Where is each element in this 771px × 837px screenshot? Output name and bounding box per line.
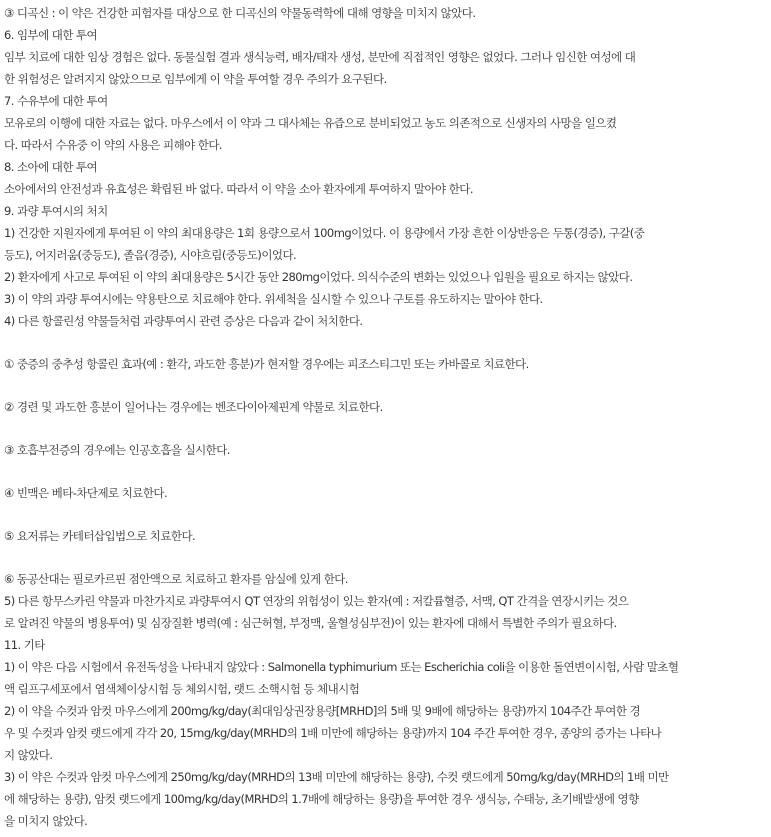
- text-line: 1) 건강한 지원자에게 투여된 이 약의 최대용량은 1회 용량으로서 100mg이었다. 이 용량에서 가장 흔한 이상반응은 두통(경증), 구갈(중: [4, 226, 645, 240]
- text-line: 액 림프구세포에서 염색체이상시험 등 체외시험, 랫드 소핵시험 등 체내시험: [4, 682, 360, 696]
- blank-line: [4, 461, 767, 482]
- text-line: 11. 기타: [4, 638, 45, 652]
- text-line: ⑥ 동공산대는 필로카르핀 점안액으로 치료하고 환자를 암실에 있게 한다.: [4, 572, 348, 586]
- text-line: ① 중증의 중추성 항콜린 효과(예 : 환각, 과도한 흥분)가 현저할 경우에는 피조스티그민 또는 카바콜로 치료한다.: [4, 357, 529, 371]
- text-line: ③ 디곡신 : 이 약은 건강한 피험자를 대상으로 한 디곡신의 약물동력학에 대해 영향을 미치지 않았다.: [4, 6, 476, 20]
- text-line: 로 알려진 약물의 병용투여) 및 심장질환 병력(예 : 심근허혈, 부정맥, 울혈성심부전)이 있는 환자에 대해서 특별한 주의가 필요하다.: [4, 616, 617, 630]
- text-line: 3) 이 약의 과량 투여시에는 약용탄으로 치료해야 한다. 위세척을 실시할 수 있으나 구토를 유도하지는 말아야 한다.: [4, 292, 543, 306]
- text-line: ④ 빈맥은 베타-차단제로 치료한다.: [4, 486, 168, 500]
- text-line: 3) 이 약은 수컷과 암컷 마우스에게 250mg/kg/day(MRHD의 13배 미만에 해당하는 용량), 수컷 랫드에게 50mg/kg/day(MRHD의 1배 미만: [4, 770, 669, 784]
- text-line: 7. 수유부에 대한 투여: [4, 94, 108, 108]
- text-line: 지 않았다.: [4, 748, 53, 762]
- blank-line: [4, 375, 767, 396]
- text-line: ② 경련 및 과도한 흥분이 일어나는 경우에는 벤조다이아제핀계 약물로 치료한다.: [4, 400, 383, 414]
- text-line: 임부 치료에 대한 임상 경험은 없다. 동물실험 결과 생식능력, 배자/태자 생성, 분만에 직접적인 영향은 없었다. 그러나 임신한 여성에 대: [4, 50, 636, 64]
- text-line: 모유로의 이행에 대한 자료는 없다. 마우스에서 이 약과 그 대사체는 유즙으로 분비되었고 농도 의존적으로 신생자의 사망을 일으켰: [4, 116, 617, 130]
- text-line: 을 미치지 않았다.: [4, 814, 88, 828]
- text-line: 에 해당하는 용량), 암컷 랫드에게 100mg/kg/day(MRHD의 1.7배에 해당하는 용량)을 투여한 경우 생식능, 수태능, 초기배발생에 영향: [4, 792, 639, 806]
- blank-line: [4, 332, 767, 353]
- text-line: 6. 임부에 대한 투여: [4, 28, 98, 42]
- text-line: 4) 다른 항콜린성 약물들처럼 과량투여시 관련 증상은 다음과 같이 처치한다.: [4, 314, 363, 328]
- text-line: 1) 이 약은 다음 시험에서 유전독성을 나타내지 않았다 : Salmonella typhimurium 또는 Escherichia coli을 이용한 돌연변이시험, 사람 말초혈: [4, 660, 679, 674]
- text-line: 우 및 수컷과 암컷 랫드에게 각각 20, 15mg/kg/day(MRHD의 1배 미만에 해당하는 용량)까지 104 주간 투여한 경우, 종양의 증가는 나타나: [4, 726, 662, 740]
- blank-line: [4, 504, 767, 525]
- text-line: 2) 이 약을 수컷과 암컷 마우스에게 200mg/kg/day(최대임상권장용량[MRHD]의 5배 및 9배에 해당하는 용량)까지 104주간 투여한 경: [4, 704, 641, 718]
- text-line: ③ 호흡부전증의 경우에는 인공호흡을 실시한다.: [4, 443, 230, 457]
- blank-line: [4, 547, 767, 568]
- text-line: 5) 다른 항무스카린 약물과 마찬가지로 과량투여시 QT 연장의 위험성이 있는 환자(예 : 저칼륨혈증, 서맥, QT 간격을 연장시키는 것으: [4, 594, 629, 608]
- text-line: 한 위험성은 알려지지 않았으므로 임부에게 이 약을 투여할 경우 주의가 요구된다.: [4, 72, 387, 86]
- text-line: 8. 소아에 대한 투여: [4, 160, 98, 174]
- blank-line: [4, 418, 767, 439]
- text-line: 다. 따라서 수유중 이 약의 사용은 피해야 한다.: [4, 138, 223, 152]
- text-line: ⑤ 요저류는 카테터삽입법으로 치료한다.: [4, 529, 196, 543]
- text-line: 9. 과량 투여시의 처치: [4, 204, 108, 218]
- text-line: 소아에서의 안전성과 유효성은 확립된 바 없다. 따라서 이 약을 소아 환자에게 투여하지 말아야 한다.: [4, 182, 473, 196]
- text-line: 등도), 어지러움(중등도), 졸음(경증), 시야흐림(중등도)이었다.: [4, 248, 297, 262]
- text-line: 2) 환자에게 사고로 투여된 이 약의 최대용량은 5시간 동안 280mg이었다. 의식수준의 변화는 있었으나 입원을 필요로 하지는 않았다.: [4, 270, 633, 284]
